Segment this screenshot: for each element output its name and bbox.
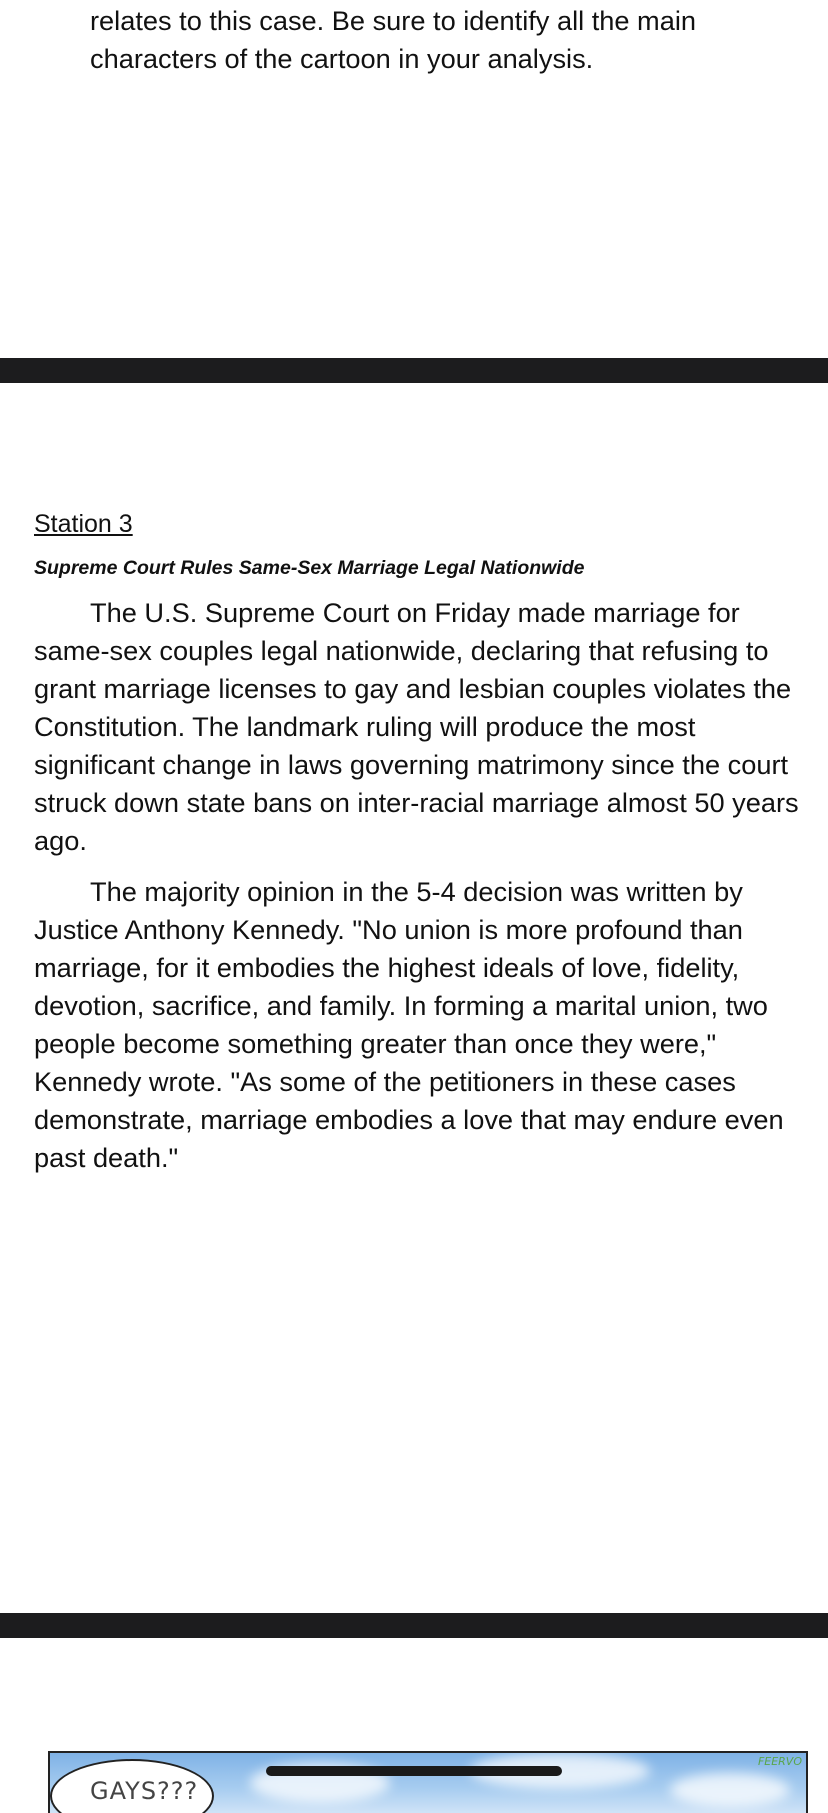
page-divider	[0, 1613, 828, 1638]
home-indicator[interactable]	[266, 1766, 562, 1776]
article-title: Supreme Court Rules Same-Sex Marriage Legal Nationwide	[34, 557, 585, 579]
station-label: Station 3	[34, 510, 133, 538]
page-divider	[0, 358, 828, 383]
speech-bubble-text: GAYS???	[90, 1777, 199, 1805]
article-paragraph-1: The U.S. Supreme Court on Friday made marriage for same-sex couples legal nationwide, declaring that refusing to grant marriage licenses to gay and lesbian couples violates the Constitution. The landmark ruling will produce the most significant change in laws governing matrimony since the court struck down state bans on inter-racial marriage almost 50 years ago.	[34, 597, 799, 856]
cloud	[670, 1773, 790, 1807]
political-cartoon	[48, 1751, 808, 1813]
article-paragraph-2: The majority opinion in the 5-4 decision was written by Justice Anthony Kennedy. "No union is more profound than marriage, for it embodies the highest ideals of love, fidelity, devotion, sacrifice, and family. In forming a marital union, two people become something greater than once they were," Kennedy wrote. "As some of the petitioners in these cases demonstrate, marriage embodies a love that may endure even past death."	[34, 876, 784, 1173]
instructions-text: relates to this case. Be sure to identify all the main characters of the cartoon in your analysis.	[90, 5, 696, 74]
speech-bubble	[50, 1759, 214, 1813]
document-page-1	[0, 0, 828, 358]
cartoonist-signature: FEERVO	[757, 1755, 802, 1768]
